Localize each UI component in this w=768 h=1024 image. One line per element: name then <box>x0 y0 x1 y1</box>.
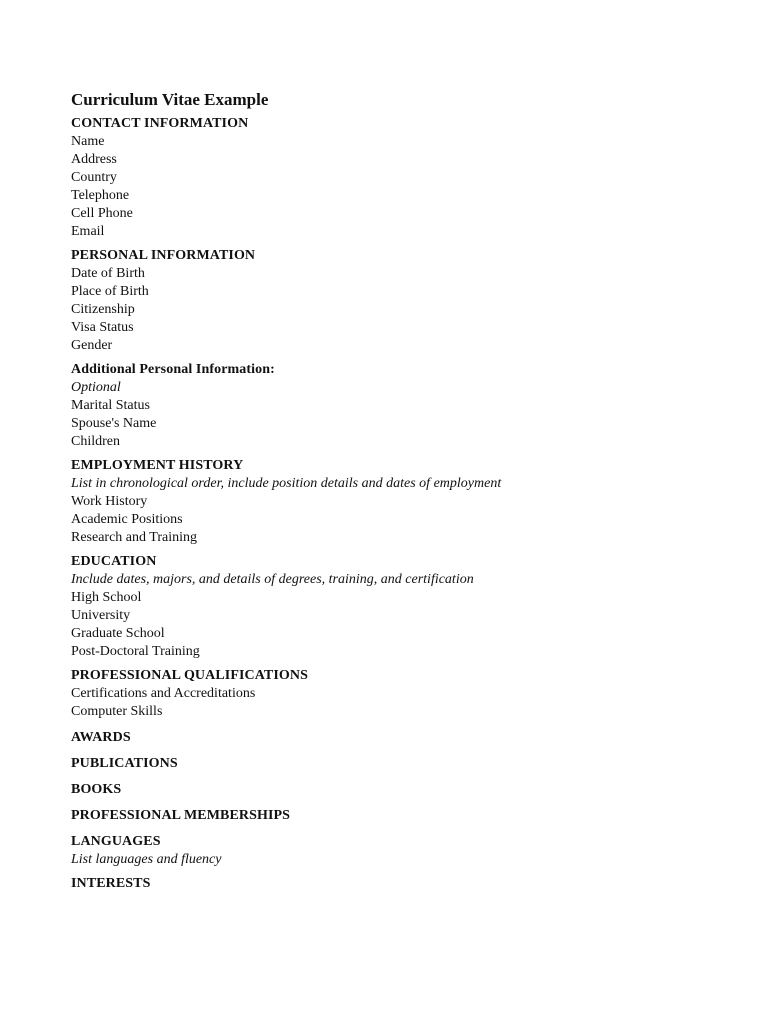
section-personal-information <box>71 247 711 355</box>
list-item: Country <box>71 170 117 185</box>
section-heading: Additional Personal Information: <box>71 362 275 377</box>
list-item: Date of Birth <box>71 266 145 281</box>
section-heading: INTERESTS <box>71 876 151 891</box>
list-item: Gender <box>71 338 113 353</box>
section-note: List in chronological order, include position details and dates of employment <box>71 476 502 491</box>
list-item: High School <box>71 590 142 605</box>
section-employment-history <box>71 457 711 547</box>
list-item: Computer Skills <box>71 704 163 719</box>
section-heading: BOOKS <box>71 782 122 797</box>
section-note: List languages and fluency <box>71 852 222 867</box>
list-item: Citizenship <box>71 302 135 317</box>
section-additional-personal-information <box>71 361 711 451</box>
list-item: Work History <box>71 494 148 509</box>
document-title: Curriculum Vitae Example <box>71 90 269 109</box>
list-item: Address <box>71 152 117 167</box>
cv-content <box>71 89 711 893</box>
section-professional-qualifications <box>71 667 711 721</box>
section-books <box>71 781 711 799</box>
list-item: Spouse's Name <box>71 416 157 431</box>
section-heading: PERSONAL INFORMATION <box>71 248 256 263</box>
list-item: Telephone <box>71 188 130 203</box>
list-item: Place of Birth <box>71 284 149 299</box>
list-item: Academic Positions <box>71 512 183 527</box>
section-note: Include dates, majors, and details of degrees, training, and certification <box>71 572 474 587</box>
list-item: Research and Training <box>71 530 197 545</box>
list-item: Marital Status <box>71 398 150 413</box>
list-item: Email <box>71 224 105 239</box>
list-item: Children <box>71 434 120 449</box>
section-heading: CONTACT INFORMATION <box>71 116 249 131</box>
list-item: Name <box>71 134 105 149</box>
section-heading: EDUCATION <box>71 554 157 569</box>
list-item: University <box>71 608 131 623</box>
section-heading: LANGUAGES <box>71 834 161 849</box>
section-note: Optional <box>71 380 121 395</box>
section-heading: AWARDS <box>71 730 131 745</box>
list-item: Cell Phone <box>71 206 133 221</box>
section-interests <box>71 875 711 893</box>
section-education <box>71 553 711 661</box>
section-heading: PUBLICATIONS <box>71 756 178 771</box>
list-item: Post-Doctoral Training <box>71 644 200 659</box>
section-heading: EMPLOYMENT HISTORY <box>71 458 244 473</box>
section-publications <box>71 755 711 773</box>
section-professional-memberships <box>71 807 711 825</box>
list-item: Visa Status <box>71 320 134 335</box>
section-heading: PROFESSIONAL MEMBERSHIPS <box>71 808 291 823</box>
section-languages <box>71 833 711 869</box>
list-item: Certifications and Accreditations <box>71 686 256 701</box>
section-awards <box>71 729 711 747</box>
list-item: Graduate School <box>71 626 165 641</box>
section-heading: PROFESSIONAL QUALIFICATIONS <box>71 668 308 683</box>
section-contact-information <box>71 115 711 241</box>
